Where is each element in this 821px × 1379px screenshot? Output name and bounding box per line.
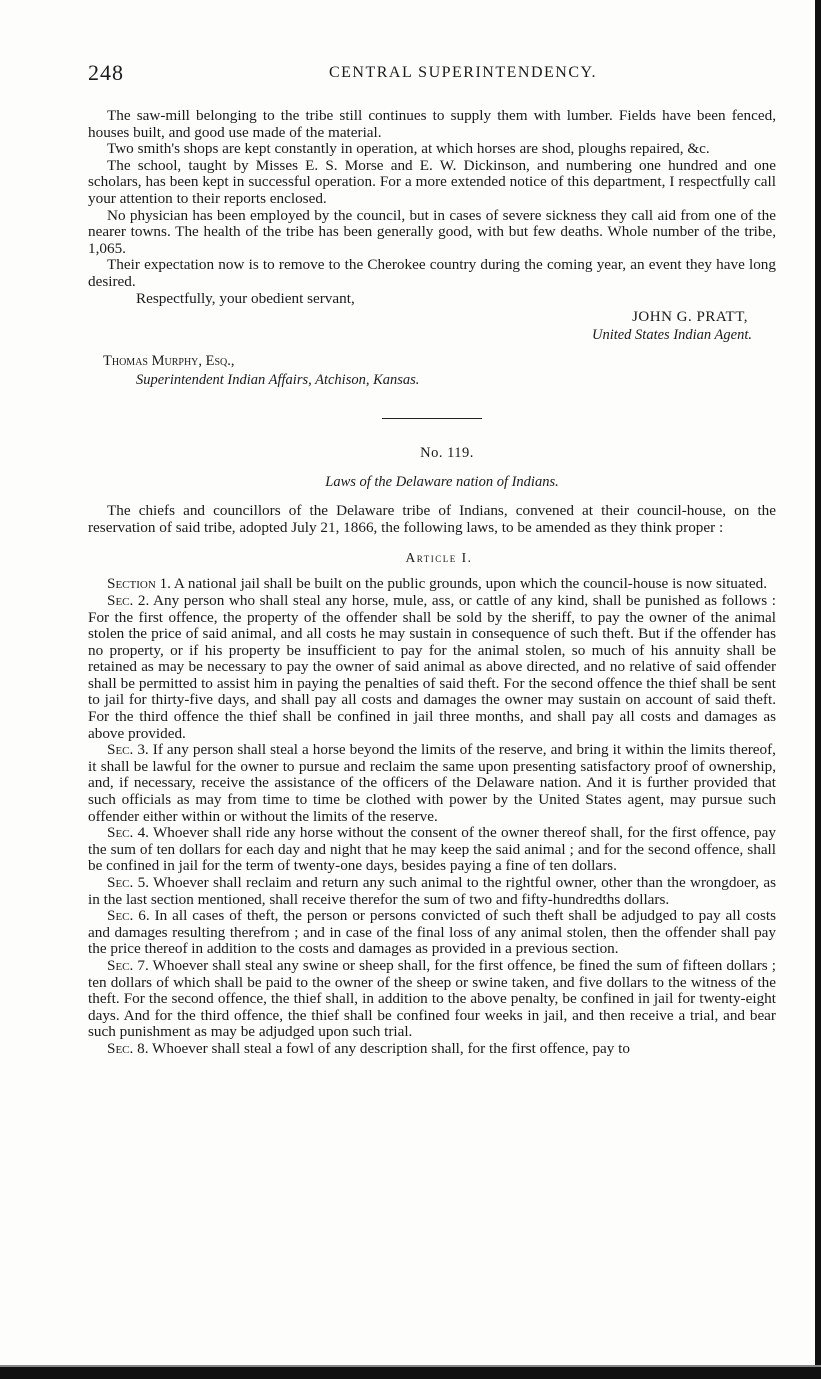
scan-border-right — [815, 0, 821, 1379]
section-label: Sec. 3. — [107, 741, 149, 759]
article-heading: Article I. — [405, 550, 473, 566]
document-title: Laws of the Delaware nation of Indians. — [325, 474, 559, 491]
letter-paragraph: No physician has been employed by the council, but in cases of severe sickness they call aid from one of the nearer towns. The health of the tribe has been generally good, with but few deaths. Whole number of the tribe, 1,065. — [88, 206, 776, 257]
section-text: Whoever shall steal any swine or sheep shall, for the first offence, be fined the sum of fifteen dollars ; ten dollars of which shall be paid to the owner of the sheep or swine taken, and five dollars to the witness of the theft. For the second offence, the thief shall, in addition to the above penalty, be confined in jail for twenty-eight days. And for the third offence, the thief shall be confined four weeks in jail, and then receive a trial, and bear such punishment as may be adjudged upon such trial. — [88, 956, 776, 1041]
section-label: Sec. 8. — [107, 1039, 149, 1057]
section-label: Sec. 7. — [107, 956, 149, 974]
section-divider — [382, 418, 482, 419]
section-text: Any person who shall steal any horse, mule, ass, or cattle of any kind, shall be punished as follows : For the first offence, the property of the offender shall be sold by the sheriff, to pay the owner of the animal stolen the price of said animal, and all costs he may sustain in consequence of such theft. But if the offender has no property, or if his property be insufficient to pay for the animal stolen, so much of his annuity shall be retained as may be necessary to pay the owner of said animal as above directed, and no relative of said offender shall be permitted to assist him in paying the penalties of said theft. For the second offence the thief shall be sent to jail for thirty-five days, and shall pay all costs and damages the owner may sustain on account of said theft. For the third offence the thief shall be confined in jail three months, and shall pay all costs and damages as above provided. — [88, 591, 776, 742]
scan-border-bottom — [0, 1367, 821, 1379]
section-text: In all cases of theft, the person or persons convicted of such theft shall be adjudged to pay all costs and damages resulting therefrom ; and in case of the final loss of any animal stolen, then the offender shall pay the price thereof in addition to the costs and damages as provided in a previous section. — [88, 907, 776, 958]
section-text: Whoever shall ride any horse without the consent of the owner thereof shall, for the first offence, pay the sum of ten dollars for each day and night that he may keep the said animal ; and for the second offence, shall be confined in jail for the term of twenty-one days, besides paying a fine of ten dollars. — [88, 824, 776, 875]
section-label: Sec. 4. — [107, 824, 149, 842]
addressee-name: Thomas Murphy, Esq., — [103, 353, 235, 370]
section-paragraph — [88, 742, 776, 825]
section-text: Whoever shall steal a fowl of any description shall, for the first offence, pay to — [148, 1039, 630, 1057]
letter-paragraph: Their expectation now is to remove to the Cherokee country during the coming year, an event they have long desired. — [88, 256, 776, 290]
running-head: CENTRAL SUPERINTENDENCY. — [328, 64, 597, 81]
signature-block — [88, 309, 776, 353]
section-paragraph — [88, 576, 776, 593]
section-paragraph — [88, 593, 776, 742]
section-label: Sec. 6. — [107, 907, 150, 925]
page-body — [88, 108, 776, 1058]
section-label: Sec. 2. — [107, 591, 150, 609]
page-number: 248 — [88, 60, 124, 85]
page-header — [88, 60, 778, 88]
section-paragraph — [88, 958, 776, 1041]
letter-paragraph: The school, taught by Misses E. S. Morse and E. W. Dickinson, and numbering one hundred and one scholars, has been kept in successful operation. For a more extended notice of this department, I respectfully call your attention to their reports enclosed. — [88, 156, 776, 207]
signature-title: United States Indian Agent. — [591, 327, 752, 344]
letter-closing: Respectfully, your obedient servant, — [136, 289, 355, 307]
preamble: The chiefs and councillors of the Delaware tribe of Indians, convened at their council-house, on the reservation of said tribe, adopted July 21, 1866, the following laws, to be amended as they think proper : — [88, 502, 776, 536]
letter-paragraph: Two smith's shops are kept constantly in operation, at which horses are shod, ploughs repaired, &c. — [107, 140, 710, 158]
document-number: No. 119. — [420, 445, 474, 462]
section-text: Whoever shall reclaim and return any such animal to the rightful owner, other than the wrongdoer, as in the last section mentioned, shall receive therefor the sum of two and fifty-hundredths dollars. — [88, 874, 776, 908]
section-label: Sec. 5. — [107, 874, 150, 891]
section-label: Section 1. — [107, 575, 171, 593]
section-paragraph — [88, 1041, 776, 1058]
section-paragraph — [88, 825, 776, 875]
section-text: If any person shall steal a horse beyond the limits of the reserve, and bring it within the limits thereof, it shall be lawful for the owner to pursue and reclaim the same upon presenting satisfactory proof of ownership, and, if necessary, receive the assistance of the officers of the Delaware nation. And it is further provided that such officials as may from time to time be clothed with power by the United States agent, may pursue such offender either within or without the limits of the reserve. — [88, 741, 776, 825]
section-paragraph — [88, 908, 776, 958]
letter-paragraph: The saw-mill belonging to the tribe still continues to supply them with lumber. Fields have been fenced, houses built, and good use made of the material. — [88, 107, 776, 141]
addressee-title: Superintendent Indian Affairs, Atchison, Kansas. — [136, 372, 420, 389]
signature-name: JOHN G. PRATT, — [632, 309, 748, 326]
section-text: A national jail shall be built on the public grounds, upon which the council-house is now situated. — [170, 575, 767, 593]
addressee — [88, 353, 776, 390]
section-paragraph — [88, 875, 776, 908]
